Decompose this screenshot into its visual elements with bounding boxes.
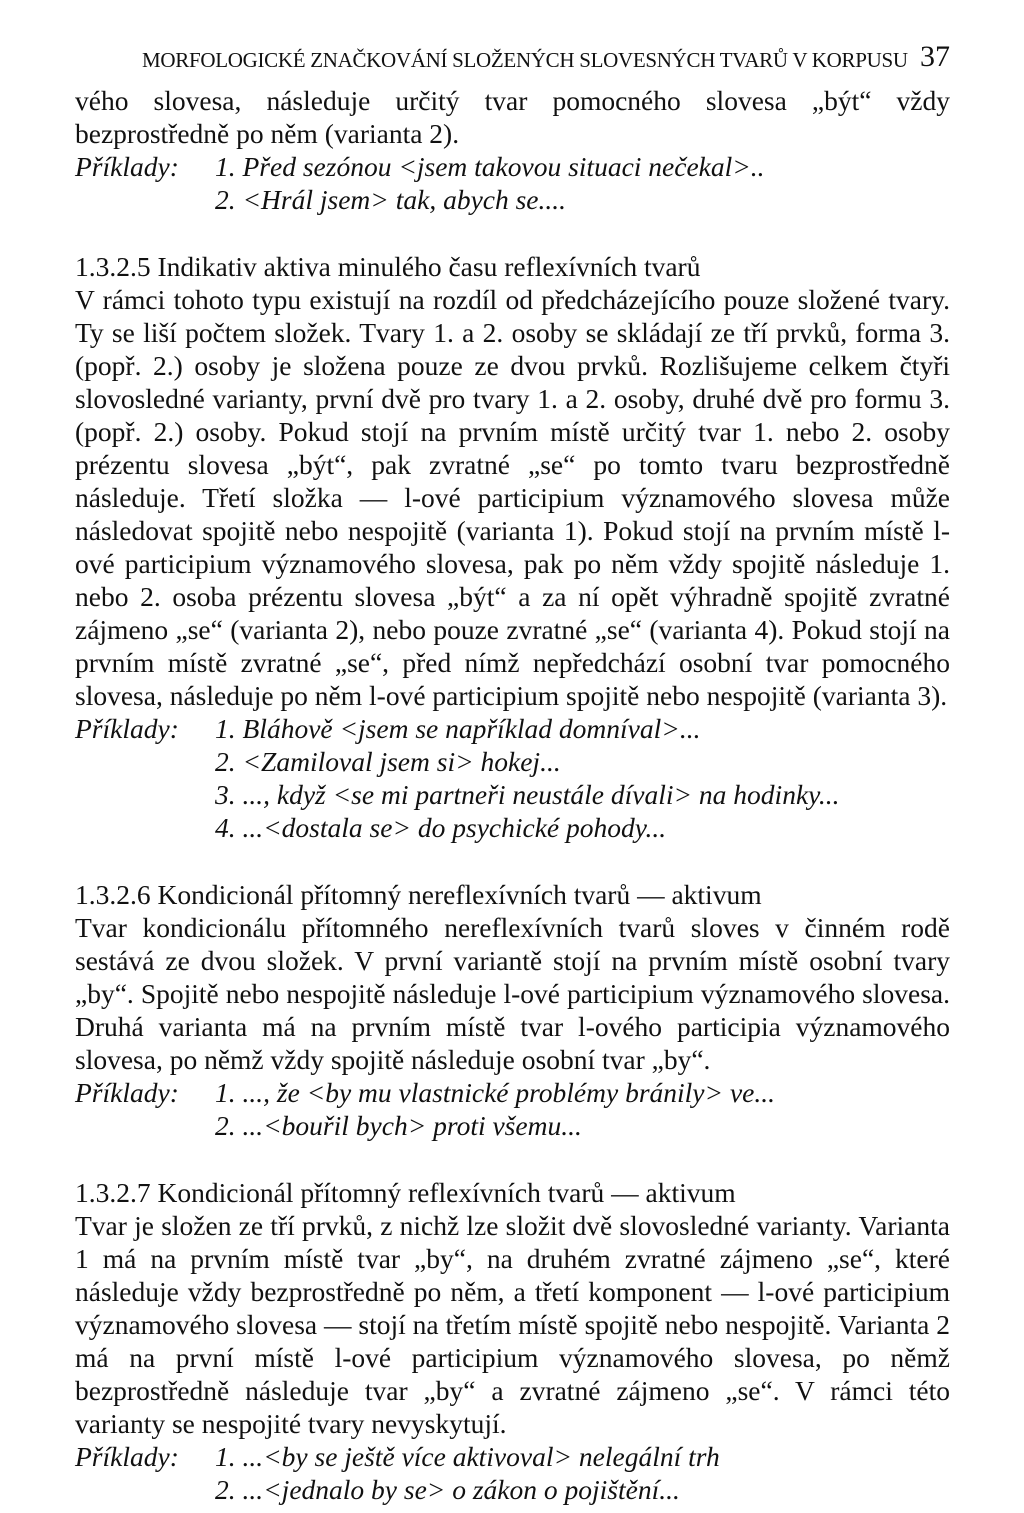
example-line bbox=[75, 1440, 950, 1473]
section-paragraph: Tvar kondicionálu přítomného nereflexívních tvarů sloves v činném rodě sestává ze dvou složek. V první variantě stojí na prvním místě osobní tvary „by“. Spojitě nebo nespojitě následuje l-ové participium významového slovesa. Druhá varianta má na prvním místě tvar l-ového participia významového slovesa, po němž vždy spojitě následuje osobní tvar „by“. bbox=[75, 912, 950, 1075]
example-text: 1. Bláhově <jsem se například domníval>... bbox=[215, 713, 701, 744]
section-examples bbox=[75, 1076, 950, 1142]
section-examples bbox=[75, 1440, 950, 1506]
examples-label: Příklady: bbox=[75, 151, 179, 182]
example-line bbox=[75, 811, 950, 844]
examples-label: Příklady: bbox=[75, 713, 179, 744]
example-line bbox=[75, 1473, 950, 1506]
section-examples bbox=[75, 712, 950, 844]
intro-examples bbox=[75, 150, 950, 216]
example-text: 1. ..., že <by mu vlastnické problémy bránily> ve... bbox=[215, 1077, 775, 1108]
section-heading: 1.3.2.7 Kondicionál přítomný reflexívních tvarů — aktivum bbox=[75, 1177, 736, 1208]
example-text: 2. <Zamiloval jsem si> hokej... bbox=[215, 746, 561, 777]
page-number: 37 bbox=[920, 40, 950, 73]
example-text: 2. <Hrál jsem> tak, abych se.... bbox=[215, 184, 567, 215]
section-paragraph: V rámci tohoto typu existují na rozdíl od předcházejícího pouze složené tvary. Ty se liší počtem složek. Tvary 1. a 2. osoby se skládají ze tří prvků, forma 3. (popř. 2.) osoby je složena pouze ze dvou prvků. Rozlišujeme celkem čtyři slovosledné varianty, první dvě pro tvary 1. a 2. osoby, druhé dvě pro formu 3. (popř. 2.) osoby. Pokud stojí na prvním místě určitý tvar 1. nebo 2. osoby prézentu slovesa „být“, pak zvratné „se“ po tomto tvaru bezprostředně následuje. Třetí složka — l-ové participium významového slovesa může následovat spojitě nebo nespojitě (varianta 1). Pokud stojí na prvním místě l-ové participium významového slovesa, pak po něm vždy spojitě následuje 1. nebo 2. osoba prézentu slovesa „být“ a za ní opět výhradně spojitě zvratné zájmeno „se“ (varianta 2), nebo pouze zvratné „se“ (varianta 4). Pokud stojí na prvním místě zvratné „se“, před nímž nepředchází osobní tvar pomocného slovesa, následuje po něm l-ové participium spojitě nebo nespojitě (varianta 3). bbox=[75, 284, 950, 711]
example-line bbox=[75, 150, 950, 183]
example-line bbox=[75, 1076, 950, 1109]
running-title: MORFOLOGICKÉ ZNAČKOVÁNÍ SLOŽENÝCH SLOVESNÝCH TVARŮ V KORPUSU bbox=[142, 48, 908, 72]
page-body bbox=[75, 84, 950, 1506]
example-text: 1. Před sezónou <jsem takovou situaci nečekal>.. bbox=[215, 151, 765, 182]
example-line bbox=[75, 183, 950, 216]
examples-label: Příklady: bbox=[75, 1441, 179, 1472]
example-line bbox=[75, 1109, 950, 1142]
example-line bbox=[75, 712, 950, 745]
example-text: 1. ...<by se ještě více aktivoval> nelegální trh bbox=[215, 1441, 720, 1472]
example-text: 4. ...<dostala se> do psychické pohody... bbox=[215, 812, 667, 843]
example-line bbox=[75, 778, 950, 811]
example-text: 2. ...<jednalo by se> o zákon o pojištění... bbox=[215, 1474, 680, 1505]
intro-paragraph: vého slovesa, následuje určitý tvar pomocného slovesa „být“ vždy bezprostředně po něm (varianta 2). bbox=[75, 85, 950, 149]
example-text: 2. ...<bouřil bych> proti všemu... bbox=[215, 1110, 582, 1141]
section-heading: 1.3.2.6 Kondicionál přítomný nereflexívních tvarů — aktivum bbox=[75, 879, 762, 910]
section-heading: 1.3.2.5 Indikativ aktiva minulého času reflexívních tvarů bbox=[75, 251, 701, 282]
running-head bbox=[142, 40, 950, 80]
example-line bbox=[75, 745, 950, 778]
section-paragraph: Tvar je složen ze tří prvků, z nichž lze složit dvě slovosledné varianty. Varianta 1 má na prvním místě tvar „by“, na druhém zvratné zájmeno „se“, které následuje vždy bezprostředně po něm, a třetí komponent — l-ové participium významového slovesa — stojí na třetím místě spojitě nebo nespojitě. Varianta 2 má na první místě l-ové participium významového slovesa, po němž bezprostředně následuje tvar „by“ a zvratné zájmeno „se“. V rámci této varianty se nespojité tvary nevyskytují. bbox=[75, 1210, 950, 1439]
example-text: 3. ..., když <se mi partneři neustále dívali> na hodinky... bbox=[215, 779, 840, 810]
examples-label: Příklady: bbox=[75, 1077, 179, 1108]
